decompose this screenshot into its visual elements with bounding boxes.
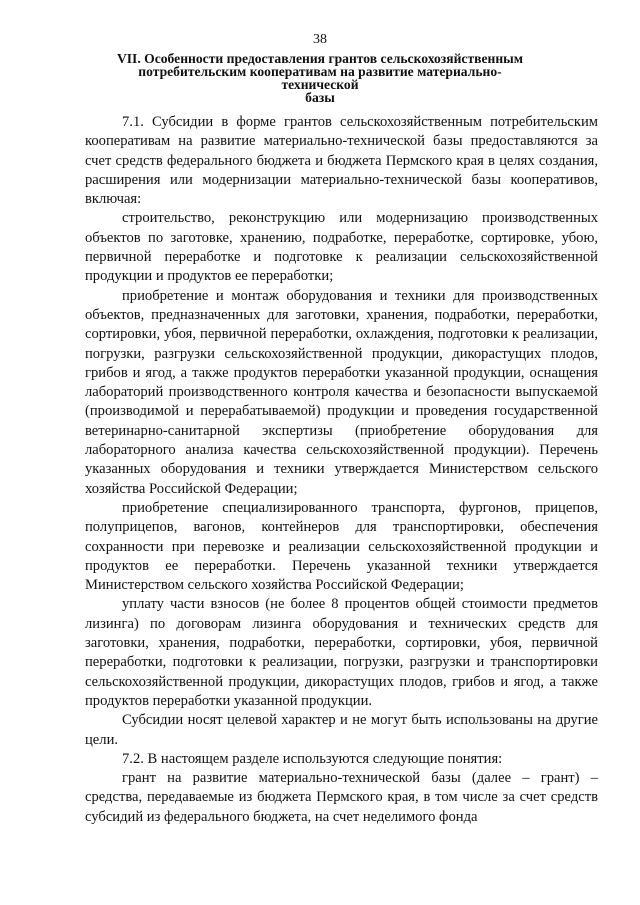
- paragraph-leasing: уплату части взносов (не более 8 процентов общей стоимости предметов лизинга) по договорам лизинга оборудования и технических средств для заготовки, хранения, подработки, переработки, сортировки, убоя, первичной переработки, подготовки к реализации, погрузки, разгрузки и транспортировки сельскохозяйственной продукции, дикорастущих плодов, грибов и ягод, а также продуктов переработки указанной продукции.: [85, 596, 598, 709]
- page-number: 38: [313, 32, 327, 47]
- document-body: [85, 113, 598, 827]
- paragraph-transport: приобретение специализированного транспорта, фургонов, прицепов, полуприцепов, вагонов, контейнеров для транспортировки, обеспечения сохранности при перевозке и реализации сельскохозяйственной продукции и продуктов ее переработки. Перечень указанной техники утверждается Министерством сельского хозяйства Российской Федерации;: [85, 499, 598, 594]
- paragraph-7-2: 7.2. В настоящем разделе используются следующие понятия:: [122, 750, 503, 767]
- section-heading-line-1: VII. Особенности предоставления грантов сельскохозяйственным: [116, 51, 524, 66]
- section-heading: [100, 52, 540, 104]
- section-heading-line-3: базы: [305, 90, 335, 105]
- section-heading-line-2: потребительским кооперативам на развитие материально-технической: [138, 64, 502, 92]
- paragraph-grant-definition: грант на развитие материально-технической базы (далее – грант) – средства, передаваемые из бюджета Пермского края, в том числе за счет средств субсидий из федерального бюджета, на счет неделимого фонда: [85, 770, 598, 825]
- paragraph-equipment: приобретение и монтаж оборудования и техники для производственных объектов, предназначенных для заготовки, хранения, подработки, переработки, сортировки, убоя, первичной переработки, охлаждения, подготовки к реализации, погрузки, разгрузки сельскохозяйственной продукции, дикорастущих плодов, грибов и ягод, а также продуктов переработки указанной продукции, оснащения лабораторий производственного контроля качества и безопасности выпускаемой (производимой и перерабатываемой) продукции и проведения государственной ветеринарно-санитарной экспертизы (приобретение оборудования для лабораторного анализа качества сельскохозяйственной продукции). Перечень указанных оборудования и техники утверждается Министерством сельского хозяйства Российской Федерации;: [85, 287, 598, 497]
- paragraph-construction: строительство, реконструкцию или модернизацию производственных объектов по заготовке, хранению, подработке, переработке, сортировке, убою, первичной переработке и подготовке к реализации сельскохозяйственной продукции и продуктов ее переработки;: [85, 210, 598, 285]
- paragraph-target-use: Субсидии носят целевой характер и не могут быть использованы на другие цели.: [85, 712, 598, 748]
- paragraph-7-1: 7.1. Субсидии в форме грантов сельскохозяйственным потребительским кооперативам на развитие материально-технической базы предоставляются за счет средств федерального бюджета и бюджета Пермского края в целях создания, расширения или модернизации материально-технической базы кооперативов, включая:: [85, 114, 598, 208]
